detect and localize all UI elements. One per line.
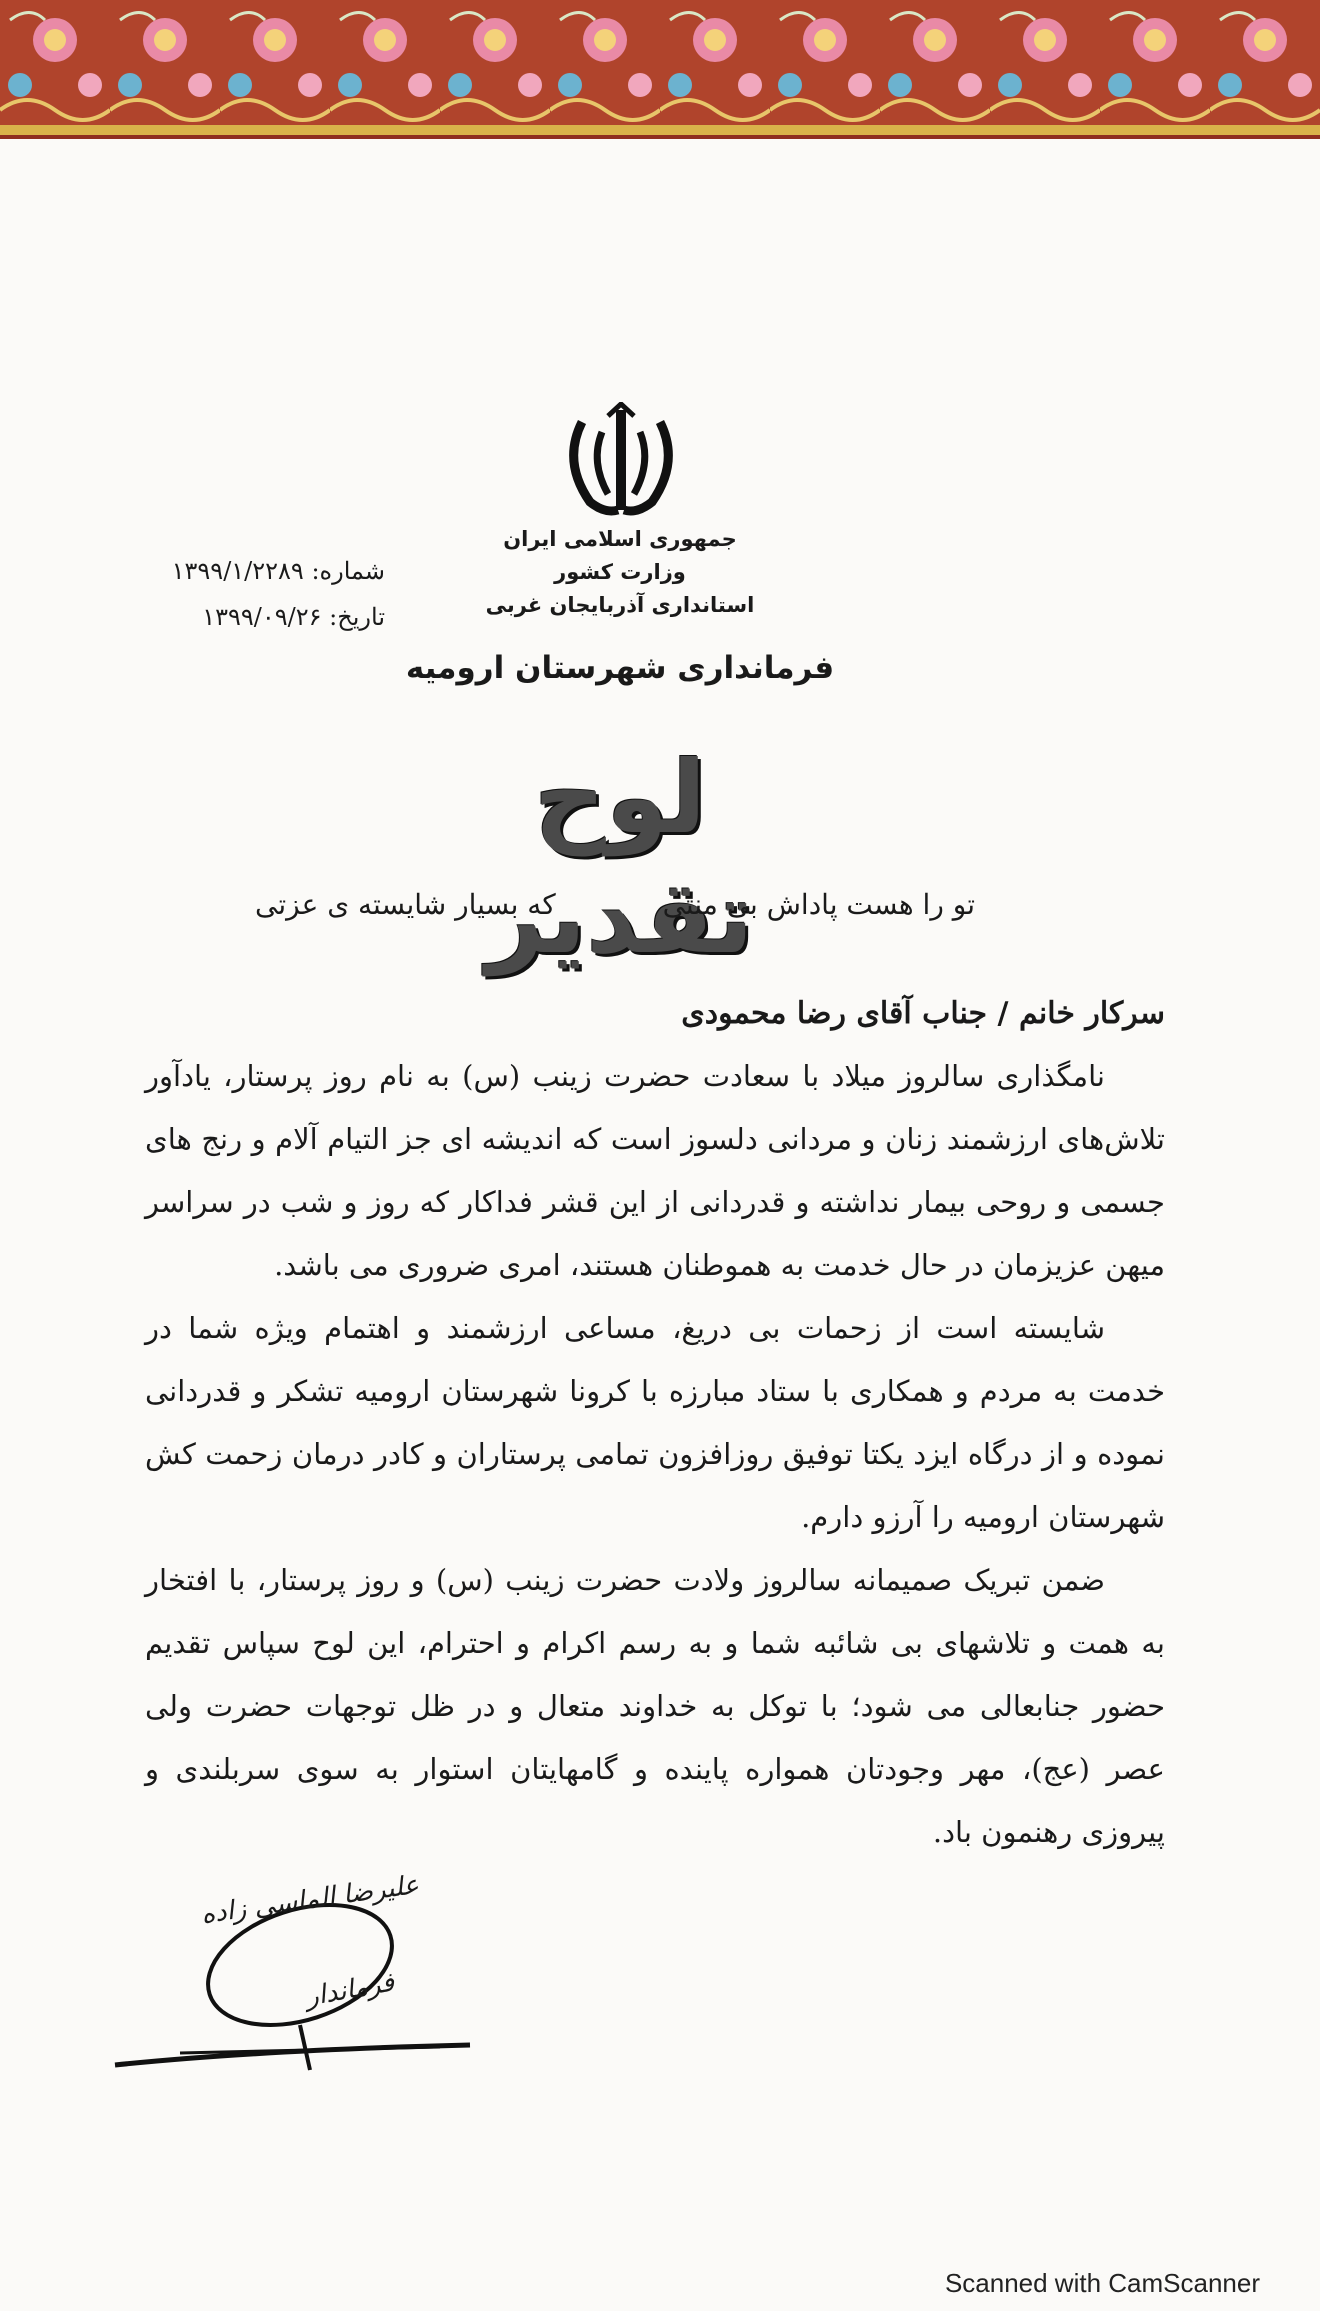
paragraph-3: ضمن تبریک صمیمانه سالروز ولادت حضرت زینب (س) و روز پرستار، با افتخار به همت و تلاشهای بی شائبه شما و به رسم اکرام و احترام، این لوح سپاس تقدیم حضور جنابعالی می شود؛ با توکل به خداوند متعال و در ظل توجهات حضرت ولی عصر (عج)، مهر وجودتان همواره پاینده و گامهایتان استوار به سوی سربلندی و پیروزی رهنمون باد. — [145, 1563, 1165, 1849]
poem-left-hemistich: که بسیار شایسته ی عزتی — [255, 888, 556, 921]
scanner-watermark: Scanned with CamScanner — [944, 2268, 1260, 2298]
recipient-name: سرکار خانم / جناب آقای رضا محمودی — [681, 996, 1165, 1031]
paragraph-2: شایسته است از زحمات بی دریغ، مساعی ارزشمند و اهتمام ویژه شما در خدمت به مردم و همکاری با ستاد مبارزه با کرونا شهرستان ارومیه تشکر و قدردانی نموده و از درگاه ایزد یکتا توفیق روزافزون تمامی پرستاران و کادر درمان زحمت کش شهرستان ارومیه را آرزو دارم. — [145, 1311, 1165, 1534]
signer-name: علیرضا الماسی زاده — [199, 1869, 421, 1931]
certificate-title: لوح تقدیر — [486, 739, 754, 976]
date-label: تاریخ: — [329, 603, 385, 631]
iran-emblem-icon — [560, 402, 682, 520]
number-label: شماره: — [311, 557, 385, 585]
ministry-name: وزارت کشور — [554, 560, 686, 584]
poem-right-hemistich: تو را هست پاداش بی منتی — [662, 888, 975, 921]
ornamental-border — [0, 0, 1320, 150]
country-name: جمهوری اسلامی ایران — [503, 527, 737, 551]
date-value: ۱۳۹۹/۰۹/۲۶ — [202, 603, 322, 631]
paragraph-1: نامگذاری سالروز میلاد با سعادت حضرت زینب (س) به نام روز پرستار، یادآور تلاش‌های ارزشمند زنان و مردانی دلسوز است که اندیشه ای جز التیام آلام و رنج های جسمی و روحی بیمار نداشته و قدردانی از این قشر فداکار که روز و شب در سراسر میهن عزیزمان در حال خدمت به هموطنان هستند، امری ضروری می باشد. — [145, 1059, 1165, 1282]
letter-date — [160, 594, 385, 640]
number-value: ۱۳۹۹/۱/۲۲۸۹ — [171, 557, 304, 585]
office-name: فرمانداری شهرستان ارومیه — [405, 650, 835, 686]
province-name: استانداری آذربایجان غربی — [485, 593, 755, 617]
signer-role: فرماندار — [303, 1967, 397, 2013]
poem-verse — [255, 888, 975, 921]
signature-block — [110, 1869, 490, 2085]
letter-number — [160, 548, 385, 594]
letter-body — [145, 1045, 1165, 1864]
